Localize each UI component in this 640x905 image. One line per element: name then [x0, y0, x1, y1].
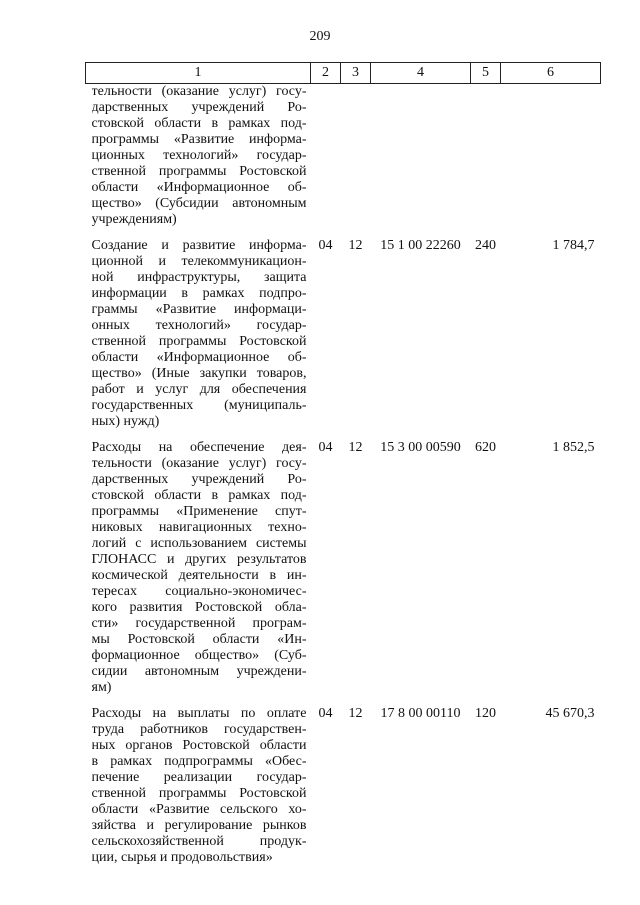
description-line: логий с использованием системы	[91, 536, 307, 551]
description-line: программы «Применение спут-	[91, 504, 307, 519]
description-line: государственных (муниципаль-	[91, 398, 307, 413]
row-spacer	[86, 228, 601, 238]
amount	[501, 84, 601, 229]
description-line: области «Информационное об-	[91, 180, 307, 195]
description-line: тельности (оказание услуг) госу-	[91, 84, 307, 99]
amount: 1 784,7	[552, 238, 595, 253]
description-line: Расходы на обеспечение дея-	[91, 440, 307, 455]
description-line: работ и услуг для обеспечения	[91, 382, 307, 397]
description-line: мы Ростовской области «Ин-	[91, 632, 307, 647]
row-spacer-cell	[86, 228, 601, 238]
header-cell-6: 6	[501, 63, 601, 84]
description-line: сидии автономным учреждени-	[91, 664, 307, 679]
section-code	[311, 84, 341, 229]
description-line: кого развития Ростовской обла-	[91, 600, 307, 615]
description-line: Расходы на выплаты по оплате	[91, 706, 307, 721]
description-line: онных технологий» государ-	[91, 318, 307, 333]
description-line: ственной программы Ростовской	[91, 164, 307, 179]
description-line: ционной и телекоммуникацион-	[91, 254, 307, 269]
description-line: тересах социально-экономичес-	[91, 584, 307, 599]
header-cell-3: 3	[341, 63, 371, 84]
header-cell-5: 5	[471, 63, 501, 84]
description-line: дарственных учреждений Ро-	[91, 472, 307, 487]
target-article-code: 15 1 00 22260	[380, 238, 461, 253]
description-line: сельскохозяйственной продук-	[91, 834, 307, 849]
section-code: 04	[318, 440, 333, 455]
row-spacer	[86, 696, 601, 706]
description-line: области «Развитие сельского хо-	[91, 802, 307, 817]
description-line: учреждениям)	[91, 212, 177, 227]
description-line: тельности (оказание услуг) госу-	[91, 456, 307, 471]
description-line: ственной программы Ростовской	[91, 786, 307, 801]
description-line: программы «Развитие информа-	[91, 132, 307, 147]
target-article-code	[371, 84, 471, 229]
description-line: щество» (Субсидии автономным	[91, 196, 307, 211]
subsection-code: 12	[348, 706, 363, 721]
description-line: информации в рамках подпро-	[91, 286, 307, 301]
table-row	[86, 84, 601, 229]
target-article-code: 15 3 00 00590	[380, 440, 461, 455]
expense-description	[86, 440, 311, 696]
header-row	[86, 63, 601, 84]
description-line: дарственных учреждений Ро-	[91, 100, 307, 115]
subsection-code: 12	[348, 238, 363, 253]
description-line: труда работников государствен-	[91, 722, 307, 737]
description-line: стовской области в рамках под-	[91, 488, 307, 503]
row-spacer-cell	[86, 430, 601, 440]
description-line: никовых навигационных техно-	[91, 520, 307, 535]
description-line: граммы «Развитие информаци-	[91, 302, 307, 317]
subsection-code: 12	[348, 440, 363, 455]
expense-type-code: 240	[475, 238, 496, 253]
page-number: 209	[309, 29, 331, 44]
table-row	[86, 238, 601, 430]
description-line: ям)	[91, 680, 112, 695]
description-line: ных органов Ростовской области	[91, 738, 307, 753]
table-body	[86, 84, 601, 867]
target-article-code: 17 8 00 00110	[380, 706, 461, 721]
description-line: ных) нужд)	[91, 414, 160, 429]
description-line: формационное общество» (Суб-	[91, 648, 307, 663]
amount: 1 852,5	[552, 440, 595, 455]
description-line: в рамках подпрограммы «Обес-	[91, 754, 307, 769]
header-cell-2: 2	[311, 63, 341, 84]
table-row	[86, 706, 601, 866]
expense-description	[86, 84, 311, 229]
description-line: щество» (Иные закупки товаров,	[91, 366, 307, 381]
section-code: 04	[318, 238, 333, 253]
expense-type-code	[471, 84, 501, 229]
description-line: ственной программы Ростовской	[91, 334, 307, 349]
row-spacer	[86, 430, 601, 440]
section-code: 04	[318, 706, 333, 721]
amount: 45 670,3	[545, 706, 595, 721]
description-line: ГЛОНАСС и других результатов	[91, 552, 307, 567]
budget-table	[85, 62, 601, 866]
description-line: ной инфраструктуры, защита	[91, 270, 307, 285]
header-cell-1: 1	[86, 63, 311, 84]
expense-description	[86, 706, 311, 866]
description-line: сти» государственной програм-	[91, 616, 307, 631]
expense-type-code: 120	[475, 706, 496, 721]
description-line: космической деятельности в ин-	[91, 568, 307, 583]
table-row	[86, 440, 601, 696]
description-line: области «Информационное об-	[91, 350, 307, 365]
expense-type-code: 620	[475, 440, 496, 455]
header-cell-4: 4	[371, 63, 471, 84]
description-line: стовской области в рамках под-	[91, 116, 307, 131]
description-line: Создание и развитие информа-	[91, 238, 307, 253]
description-line: печение реализации государ-	[91, 770, 307, 785]
row-spacer-cell	[86, 696, 601, 706]
description-line: ции, сырья и продовольствия»	[91, 850, 273, 865]
description-line: ционных технологий» государ-	[91, 148, 307, 163]
description-line: зяйства и регулирование рынков	[91, 818, 307, 833]
subsection-code	[341, 84, 371, 229]
expense-description	[86, 238, 311, 430]
